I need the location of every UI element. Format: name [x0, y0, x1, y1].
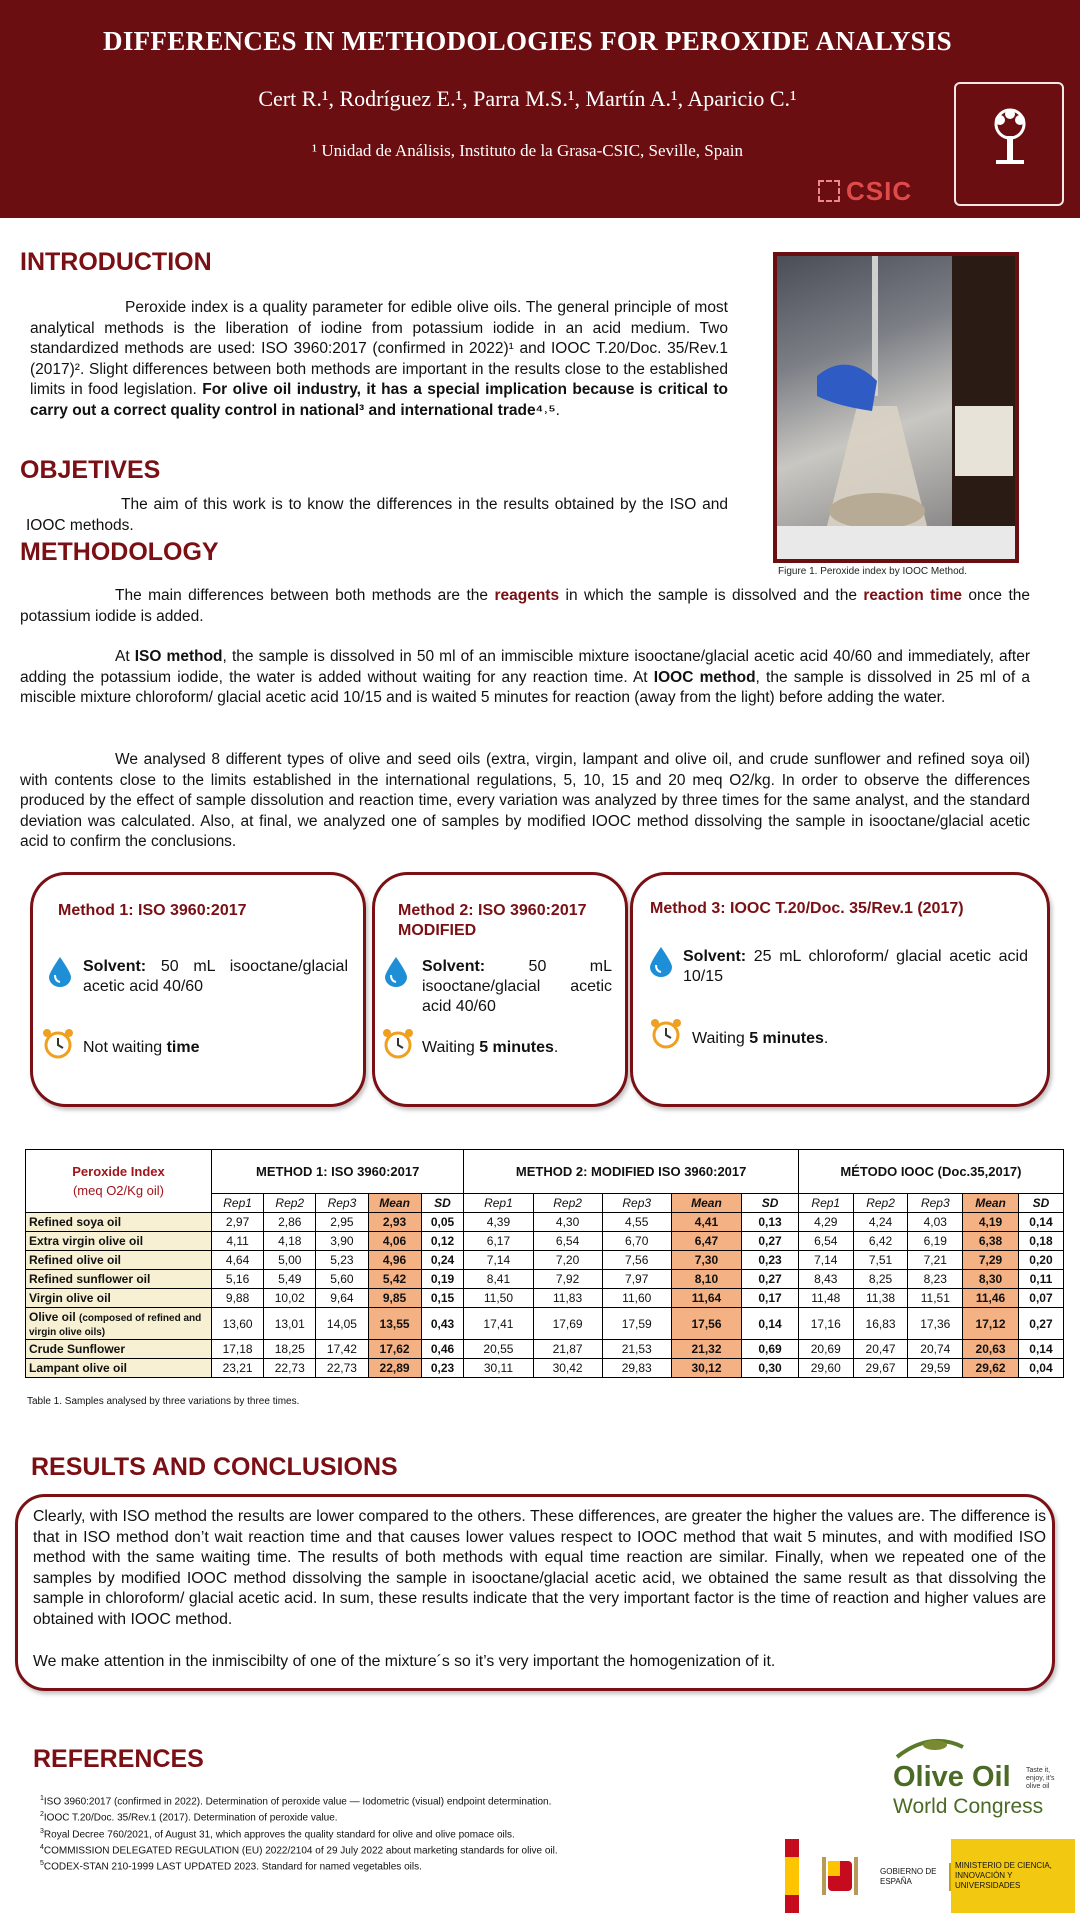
intro-text-a: Peroxide index is a quality parameter for edible olive oils. The general principle of most analytical methods is the liberation of iodine from potassium iodide in an acid medium. Two standardized methods are used: ISO 3960:2017 (confirmed in 2022)¹ and IOOC T.20/Doc. 35/Rev.1 (2017)². Slight differences between both methods are important in the results close to the established limits in food legislation.: [30, 299, 728, 398]
reference-number: 2: [40, 1811, 44, 1819]
row-label-text: Refined sunflower oil: [29, 1272, 151, 1286]
method-1-box: [30, 872, 366, 1107]
table-cell: 0,11: [1018, 1270, 1063, 1289]
authors: Cert R.¹, Rodríguez E.¹, Parra M.S.¹, Martín A.¹, Aparicio C.¹: [258, 86, 797, 111]
table-cell: 29,60: [798, 1359, 853, 1378]
table-cell: 29,59: [908, 1359, 963, 1378]
introduction-heading: INTRODUCTION: [20, 248, 212, 276]
subheader-cell: Rep3: [908, 1194, 963, 1213]
table-cell: 0,12: [421, 1232, 464, 1251]
m-p2-c: , the sample is dissolved in 50 ml of an immiscible mixture isooctane/glacial acetic acid 40/60 and immediately, after adding the potassium iodide, the water is added without waiting for any reaction time. At: [20, 648, 1030, 686]
table-corner-title: Peroxide Index: [72, 1164, 165, 1179]
oowc-line1: Olive Oil: [893, 1761, 1011, 1793]
table-cell: 2,95: [316, 1213, 368, 1232]
results-heading: RESULTS AND CONCLUSIONS: [31, 1453, 398, 1481]
table-cell: 4,11: [212, 1232, 264, 1251]
table-cell: 6,42: [853, 1232, 908, 1251]
table-cell: 5,16: [212, 1270, 264, 1289]
methodology-p1: [20, 586, 1030, 627]
table-row: [26, 1251, 1064, 1270]
reference-number: 1: [40, 1795, 44, 1802]
table-cell: 4,06: [368, 1232, 421, 1251]
table-corner-unit: (meq O2/Kg oil): [72, 1183, 165, 1198]
water-drop-icon: [49, 957, 71, 987]
objectives-text: The aim of this work is to know the differences in the results obtained by the ISO and IOOC methods.: [26, 496, 728, 534]
method-2-box: [372, 872, 628, 1107]
wait-b: 5 minutes: [749, 1030, 824, 1047]
row-label: [26, 1340, 212, 1359]
table-cell: 5,00: [264, 1251, 316, 1270]
group-header: MÉTODO IOOC (Doc.35,2017): [798, 1150, 1063, 1194]
method-3-title: Method 3: IOOC T.20/Doc. 35/Rev.1 (2017): [650, 900, 964, 917]
subheader-cell: SD: [1018, 1194, 1063, 1213]
wait-c: .: [553, 1039, 559, 1056]
row-label: [26, 1359, 212, 1378]
subheader-cell: SD: [742, 1194, 799, 1213]
peroxide-table: [25, 1149, 1064, 1378]
wait-a: Waiting: [422, 1039, 480, 1056]
table-cell: 21,53: [602, 1340, 671, 1359]
method-3-box: [630, 872, 1050, 1107]
table-cell: 0,27: [1018, 1308, 1063, 1340]
table-cell: 9,64: [316, 1289, 368, 1308]
introduction-text: [30, 298, 728, 421]
table-cell: 29,83: [602, 1359, 671, 1378]
table-cell: 4,55: [602, 1213, 671, 1232]
row-label: [26, 1308, 212, 1340]
methodology-p3: We analysed 8 different types of olive and seed oils (extra, virgin, lampant and olive oil, and crude sunflower and refined soya oil) with contents close to the limits established in the international regulations, 5, 10, 15 and 20 meq O2/kg. In order to observe the differences produced by the effect of sample dissolution and reaction time, every variation was analyzed by three times for the same analyst, and the standard deviation was calculated. Also, at final, we analyzed one of samples by modified IOOC method dissolving the sample in isooctane/glacial acetic acid to confirm the conclusions.: [20, 751, 1030, 850]
table-cell: 30,42: [533, 1359, 602, 1378]
subheader-cell: Mean: [671, 1194, 741, 1213]
reference-item: [40, 1808, 558, 1824]
m-p2-a: At: [115, 648, 135, 665]
table-cell: 11,83: [533, 1289, 602, 1308]
reference-text: Royal Decree 760/2021, of August 31, which approves the quality standard for olive and olive pomace oils.: [43, 1828, 515, 1840]
method-1-solvent: [83, 957, 348, 997]
reference-text: COMMISSION DELEGATED REGULATION (EU) 2022/2104 of 29 July 2022 about marketing standards for olive oil.: [43, 1845, 558, 1857]
panel-rule: [949, 1863, 951, 1891]
table-cell: 11,38: [853, 1289, 908, 1308]
table-cell: 0,27: [742, 1270, 799, 1289]
lab-photo: [773, 252, 1019, 563]
row-label-text: Extra virgin olive oil: [29, 1234, 144, 1248]
table-caption: Table 1. Samples analysed by three variations by three times.: [27, 1396, 300, 1407]
m-p2-iooc: IOOC method: [653, 668, 756, 686]
methodology-heading: METHODOLOGY: [20, 538, 219, 566]
results-p1: Clearly, with ISO method the results are lower compared to the others. These differences, are greater the higher the values are. The difference is that in ISO method don’t wait reaction time and that causes lower values respect to IOOC method that wait 5 minutes, and with modified ISO method with the same waiting time. The results of both methods with equal time reaction are similar. Finally, when we repeated one of the samples by modified IOOC method dissolving the sample in isooctane/glacial acetic acid, we obtained the same result as that dissolving the sample in chloroform/ glacial acetic acid. In sum, these results indicate that the very important factor is the time of reaction and higher values are obtained with IOOC method.: [33, 1508, 1046, 1628]
olive-oil-world-congress-logo: [893, 1737, 1068, 1829]
table-cell: 0,13: [742, 1213, 799, 1232]
row-label: [26, 1289, 212, 1308]
table-cell: 0,27: [742, 1232, 799, 1251]
instituto-grasa-emblem: [954, 82, 1064, 206]
table-cell: 0,07: [1018, 1289, 1063, 1308]
olive-branch-icon: [895, 1737, 965, 1761]
table-row: [26, 1340, 1064, 1359]
table-cell: 7,56: [602, 1251, 671, 1270]
coat-of-arms-icon: [820, 1851, 860, 1901]
alarm-clock-icon: [649, 1017, 683, 1049]
m-p2-iso: ISO method: [134, 648, 223, 665]
table-cell: 7,21: [908, 1251, 963, 1270]
table-cell: 0,20: [1018, 1251, 1063, 1270]
group-header: METHOD 1: ISO 3960:2017: [212, 1150, 464, 1194]
table-cell: 17,59: [602, 1308, 671, 1340]
table-cell: 2,86: [264, 1213, 316, 1232]
table-row: [26, 1270, 1064, 1289]
table-cell: 17,36: [908, 1308, 963, 1340]
m-p1-e: once the potassium iodide is added.: [20, 587, 1031, 625]
ministry-text: MINISTERIO DE CIENCIA, INNOVACIÓN Y UNIVERSIDADES: [955, 1861, 1052, 1890]
table-cell: 7,51: [853, 1251, 908, 1270]
reference-number: 5: [40, 1860, 44, 1868]
table-row: [26, 1232, 1064, 1251]
wait-a: Waiting: [692, 1030, 750, 1047]
reference-item: [40, 1825, 558, 1841]
oowc-line2: World Congress: [893, 1795, 1044, 1818]
table-cell: 17,18: [212, 1340, 264, 1359]
solvent-label: Solvent:: [83, 958, 147, 975]
table-cell: 13,01: [264, 1308, 316, 1340]
reference-number: 3: [40, 1827, 44, 1835]
table-cell: 7,14: [798, 1251, 853, 1270]
table-cell: 11,50: [464, 1289, 533, 1308]
method-1-title: Method 1: ISO 3960:2017: [58, 902, 247, 919]
table-cell: 4,96: [368, 1251, 421, 1270]
table-cell: 4,03: [908, 1213, 963, 1232]
table-row: [26, 1213, 1064, 1232]
row-label-text: Lampant olive oil: [29, 1361, 128, 1375]
m-p2-e: , the sample is dissolved in 25 ml of a miscible mixture chloroform/ glacial acetic acid 10/15 and is waited 5 minutes for reaction (away from the light) before adding the water.: [20, 668, 1030, 706]
table-cell: 6,38: [963, 1232, 1019, 1251]
table-cell: 0,14: [1018, 1340, 1063, 1359]
table-cell: 20,55: [464, 1340, 533, 1359]
table-cell: 8,25: [853, 1270, 908, 1289]
method-3-solvent: [683, 947, 1028, 987]
table-cell: 16,83: [853, 1308, 908, 1340]
water-drop-icon: [650, 947, 672, 977]
table-cell: 20,63: [963, 1340, 1019, 1359]
table-cell: 7,20: [533, 1251, 602, 1270]
table-cell: 8,23: [908, 1270, 963, 1289]
references-list: [40, 1792, 558, 1874]
subheader-cell: Rep3: [602, 1194, 671, 1213]
table-cell: 7,97: [602, 1270, 671, 1289]
table-cell: 4,41: [671, 1213, 741, 1232]
table-cell: 30,11: [464, 1359, 533, 1378]
subheader-cell: Rep2: [533, 1194, 602, 1213]
table-row: [26, 1289, 1064, 1308]
tree-icon: [986, 106, 1034, 166]
table-cell: 22,89: [368, 1359, 421, 1378]
table-cell: 10,02: [264, 1289, 316, 1308]
water-drop-icon: [385, 957, 407, 987]
table-cell: 0,05: [421, 1213, 464, 1232]
table-cell: 3,90: [316, 1232, 368, 1251]
table-cell: 5,60: [316, 1270, 368, 1289]
table-cell: 11,46: [963, 1289, 1019, 1308]
table-row: [26, 1308, 1064, 1340]
table-cell: 4,30: [533, 1213, 602, 1232]
table-cell: 0,23: [742, 1251, 799, 1270]
method-3-wait: [692, 1029, 1032, 1049]
reference-item: [40, 1841, 558, 1857]
table-cell: 4,19: [963, 1213, 1019, 1232]
table-cell: 0,69: [742, 1340, 799, 1359]
row-label-text: Virgin olive oil: [29, 1291, 111, 1305]
row-label: [26, 1232, 212, 1251]
csic-logo: CSIC: [846, 176, 913, 206]
table-cell: 23,21: [212, 1359, 264, 1378]
reference-text: CODEX-STAN 210-1999 LAST UPDATED 2023. Standard for named vegetables oils.: [43, 1861, 422, 1873]
table-cell: 2,97: [212, 1213, 264, 1232]
row-label-note: (composed of refined and virgin olive oils): [29, 1312, 202, 1338]
table-row: [26, 1359, 1064, 1378]
table-corner: [26, 1150, 212, 1213]
table-cell: 8,30: [963, 1270, 1019, 1289]
table-cell: 11,48: [798, 1289, 853, 1308]
m-p1-a: The main differences between both methods are the: [115, 587, 495, 604]
subheader-cell: Mean: [368, 1194, 421, 1213]
table-cell: 7,29: [963, 1251, 1019, 1270]
alarm-clock-icon: [41, 1027, 75, 1059]
subheader-cell: Rep1: [464, 1194, 533, 1213]
subheader-cell: Rep2: [853, 1194, 908, 1213]
method-2-title: Method 2: ISO 3960:2017 MODIFIED: [398, 902, 587, 939]
table-cell: 6,17: [464, 1232, 533, 1251]
table-cell: 4,24: [853, 1213, 908, 1232]
table-cell: 4,64: [212, 1251, 264, 1270]
subheader-cell: Rep2: [264, 1194, 316, 1213]
csic-mark-icon: [818, 180, 840, 202]
subheader-cell: Rep1: [798, 1194, 853, 1213]
table-cell: 0,19: [421, 1270, 464, 1289]
row-label-text: Refined soya oil: [29, 1215, 122, 1229]
table-cell: 0,15: [421, 1289, 464, 1308]
table-cell: 6,70: [602, 1232, 671, 1251]
affiliation: ¹ Unidad de Análisis, Instituto de la Grasa-CSIC, Seville, Spain: [312, 141, 743, 160]
table-cell: 7,14: [464, 1251, 533, 1270]
table-cell: 11,60: [602, 1289, 671, 1308]
table-cell: 6,54: [798, 1232, 853, 1251]
subheader-cell: Mean: [963, 1194, 1019, 1213]
table-cell: 7,30: [671, 1251, 741, 1270]
method-2-wait: [422, 1038, 612, 1058]
table-cell: 7,92: [533, 1270, 602, 1289]
intro-text-c: .: [555, 401, 560, 419]
table-cell: 0,14: [742, 1308, 799, 1340]
gov-text: GOBIERNO DE ESPAÑA: [880, 1867, 937, 1886]
intro-text-b: For olive oil industry, it has a special implication because is critical to carry out a correct quality control in national³ and international trade⁴˒⁵: [30, 381, 728, 419]
table-cell: 20,47: [853, 1340, 908, 1359]
table-cell: 22,73: [316, 1359, 368, 1378]
table-cell: 0,17: [742, 1289, 799, 1308]
table-cell: 17,69: [533, 1308, 602, 1340]
table-cell: 13,55: [368, 1308, 421, 1340]
table-cell: 0,46: [421, 1340, 464, 1359]
alarm-clock-icon: [381, 1027, 415, 1059]
table-cell: 29,67: [853, 1359, 908, 1378]
table-cell: 4,39: [464, 1213, 533, 1232]
reference-item: [40, 1792, 558, 1808]
method-1-wait: [83, 1038, 348, 1058]
wait-c: .: [823, 1030, 829, 1047]
table-cell: 0,30: [742, 1359, 799, 1378]
table-cell: 17,42: [316, 1340, 368, 1359]
solvent-value: 50 mL isooctane/glacial acetic acid 40/60: [422, 958, 612, 1015]
table-cell: 17,12: [963, 1308, 1019, 1340]
table-cell: 9,88: [212, 1289, 264, 1308]
reference-number: 4: [40, 1843, 44, 1851]
reference-item: [40, 1857, 558, 1873]
table-cell: 9,85: [368, 1289, 421, 1308]
table-cell: 6,54: [533, 1232, 602, 1251]
table-cell: 21,32: [671, 1340, 741, 1359]
subheader-cell: Rep1: [212, 1194, 264, 1213]
titration-flask-image: [777, 256, 1015, 559]
table-cell: 4,18: [264, 1232, 316, 1251]
spanish-government-logo: [785, 1839, 1075, 1913]
solvent-label: Solvent:: [683, 948, 747, 965]
m-p1-c: in which the sample is dissolved and the: [559, 587, 864, 604]
solvent-value: 25 mL chloroform/ glacial acetic acid 10/15: [683, 948, 1028, 985]
table-cell: 6,47: [671, 1232, 741, 1251]
table-cell: 22,73: [264, 1359, 316, 1378]
poster-header: [0, 0, 1080, 218]
table-cell: 17,16: [798, 1308, 853, 1340]
wait-b: time: [166, 1039, 200, 1056]
solvent-value: 50 mL isooctane/glacial acetic acid 40/60: [83, 958, 348, 995]
method-2-solvent: [422, 957, 612, 1017]
table-cell: 4,29: [798, 1213, 853, 1232]
table-cell: 20,74: [908, 1340, 963, 1359]
table-cell: 5,49: [264, 1270, 316, 1289]
subheader-cell: SD: [421, 1194, 464, 1213]
wait-a: Not waiting: [83, 1039, 167, 1056]
row-label-text: Refined olive oil: [29, 1253, 122, 1267]
references-heading: REFERENCES: [33, 1745, 204, 1773]
table-cell: 17,41: [464, 1308, 533, 1340]
table-cell: 0,43: [421, 1308, 464, 1340]
table-cell: 0,18: [1018, 1232, 1063, 1251]
oowc-tagline: Taste it, enjoy, it's olive oil: [1026, 1767, 1055, 1790]
solvent-label: Solvent:: [422, 958, 486, 975]
table-cell: 18,25: [264, 1340, 316, 1359]
row-label-text: Olive oil: [29, 1309, 76, 1324]
figure-caption: Figure 1. Peroxide index by IOOC Method.: [778, 566, 967, 577]
row-label: [26, 1251, 212, 1270]
table-cell: 11,51: [908, 1289, 963, 1308]
subheader-cell: Rep3: [316, 1194, 368, 1213]
flag-yellow-stripe: [785, 1857, 799, 1895]
reference-text: ISO 3960:2017 (confirmed in 2022). Determination of peroxide value — Iodometric (visual) endpoint determination.: [43, 1796, 552, 1808]
table-cell: 0,04: [1018, 1359, 1063, 1378]
table-cell: 0,23: [421, 1359, 464, 1378]
table-cell: 5,23: [316, 1251, 368, 1270]
table-cell: 13,60: [212, 1308, 264, 1340]
table-cell: 8,41: [464, 1270, 533, 1289]
m-p1-reagents: reagents: [494, 587, 560, 604]
table-cell: 0,14: [1018, 1213, 1063, 1232]
table-cell: 21,87: [533, 1340, 602, 1359]
table-cell: 8,10: [671, 1270, 741, 1289]
wait-b: 5 minutes: [479, 1039, 554, 1056]
m-p1-reaction-time: reaction time: [863, 587, 962, 604]
row-label: [26, 1270, 212, 1289]
table-cell: 8,43: [798, 1270, 853, 1289]
table-cell: 2,93: [368, 1213, 421, 1232]
table-cell: 0,24: [421, 1251, 464, 1270]
methodology-p2: [20, 647, 1030, 709]
objectives-heading: OBJETIVES: [20, 456, 161, 484]
table-cell: 5,42: [368, 1270, 421, 1289]
row-label: [26, 1213, 212, 1232]
results-p2: We make attention in the inmiscibilty of one of the mixture´s so it’s very important the homogenization of it.: [33, 1653, 776, 1670]
table-cell: 17,56: [671, 1308, 741, 1340]
table-cell: 29,62: [963, 1359, 1019, 1378]
poster-title: DIFFERENCES IN METHODOLOGIES FOR PEROXIDE ANALYSIS: [103, 26, 952, 56]
table-cell: 20,69: [798, 1340, 853, 1359]
table-cell: 30,12: [671, 1359, 741, 1378]
table-cell: 14,05: [316, 1308, 368, 1340]
reference-text: IOOC T.20/Doc. 35/Rev.1 (2017). Determination of peroxide value.: [43, 1812, 338, 1824]
table-cell: 11,64: [671, 1289, 741, 1308]
row-label-text: Crude Sunflower: [29, 1342, 126, 1356]
group-header: METHOD 2: MODIFIED ISO 3960:2017: [464, 1150, 799, 1194]
table-cell: 6,19: [908, 1232, 963, 1251]
table-cell: 17,62: [368, 1340, 421, 1359]
